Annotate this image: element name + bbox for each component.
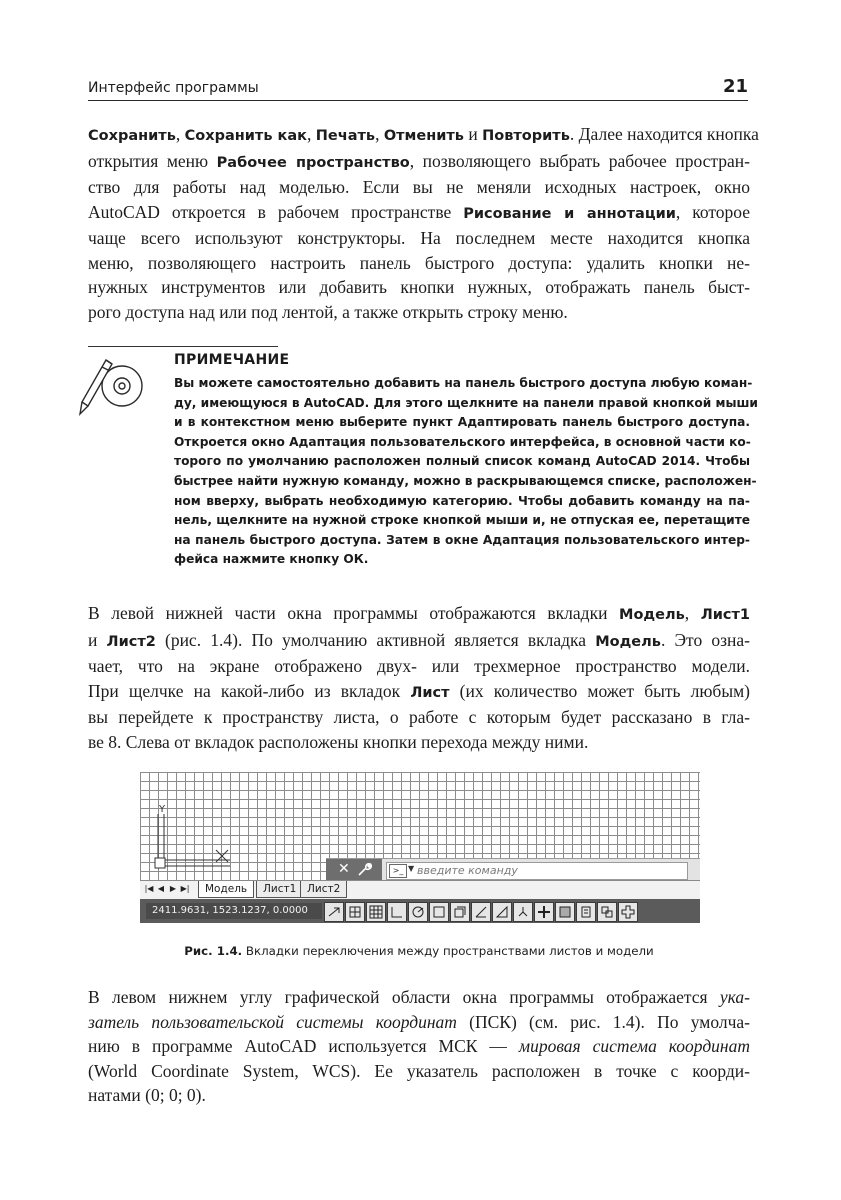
- chevron-down-icon[interactable]: ▼: [408, 864, 415, 873]
- nav-prev-button[interactable]: ◀: [157, 884, 165, 893]
- command-line[interactable]: [326, 858, 700, 881]
- text-line: натами (0; 0; 0).: [88, 1085, 206, 1105]
- tab-model[interactable]: Модель: [198, 881, 254, 898]
- text-line: меню, позволяющего настроить панель быстрого доступа: удалить кнопки не-: [88, 252, 750, 273]
- ucs-icon: [150, 800, 240, 870]
- caption-label: Рис. 1.4.: [184, 944, 243, 958]
- note-heading: ПРИМЕЧАНИЕ: [174, 352, 290, 368]
- note-line: ду, имеющуюся в AutoCAD. Для этого щелкните на панели правой кнопкой мыши: [174, 395, 758, 410]
- command-prompt-icon[interactable]: >_: [389, 864, 407, 878]
- note-body: [174, 374, 758, 570]
- infer-constraints-icon[interactable]: [324, 902, 344, 922]
- note-line: ном вверху, выбрать необходимую категорию. Чтобы добавить команду на па-: [174, 493, 750, 508]
- paragraph-3: [88, 985, 750, 1108]
- text-line: и Лист2 (рис. 1.4). По умолчанию активной является вкладка Модель. Это озна-: [88, 629, 750, 650]
- lineweight-icon[interactable]: [534, 902, 554, 922]
- note-rule: [88, 346, 278, 347]
- ortho-icon[interactable]: [387, 902, 407, 922]
- note-block: [174, 350, 758, 570]
- text-line: При щелчке на какой-либо из вкладок Лист (их количество может быть любым): [88, 680, 750, 701]
- text-line: AutoCAD откроется в рабочем пространстве Рисование и аннотации, которое: [88, 201, 750, 222]
- figure-caption: [88, 944, 750, 958]
- page-number: 21: [722, 76, 748, 97]
- text-line: В левом нижнем углу графической области окна программы отображается ука-: [88, 987, 750, 1007]
- ducs-icon[interactable]: [492, 902, 512, 922]
- coordinates-readout: 2411.9631, 1523.1237, 0.0000: [146, 903, 322, 919]
- text-line: ве 8. Слева от вкладок расположены кнопки перехода между ними.: [88, 731, 589, 752]
- paragraph-1: [88, 122, 759, 324]
- paragraph-2: [88, 601, 750, 754]
- transparency-icon[interactable]: [555, 902, 575, 922]
- ucs-y-label: Y: [159, 804, 166, 815]
- text-line: чает, что на экране отображено двух- или трехмерное пространство модели.: [88, 656, 750, 676]
- object-snap-icon[interactable]: [429, 902, 449, 922]
- text-line: рого доступа над или под лентой, а также открыть строку меню.: [88, 301, 568, 322]
- command-input[interactable]: введите команду: [417, 864, 518, 877]
- status-bar: [140, 899, 700, 923]
- text-line: затель пользовательской системы координат (ПСК) (см. рис. 1.4). По умолча-: [88, 1011, 750, 1032]
- text-line: ство для работы над моделью. Если вы не меняли исходных настроек, окно: [88, 177, 750, 197]
- otrack-icon[interactable]: [471, 902, 491, 922]
- layout-tabs-bar: [140, 880, 700, 899]
- polar-icon[interactable]: [408, 902, 428, 922]
- text-line: Сохранить, Сохранить как, Печать, Отменить и Повторить. Далее находится кнопка: [88, 124, 759, 144]
- note-line: Откроется окно Адаптация пользовательского интерфейса, в основной части ко-: [174, 434, 751, 449]
- annotation-monitor-icon[interactable]: [618, 902, 638, 922]
- text-line: (World Coordinate System, WCS). Ее указатель расположен в точке с коорди-: [88, 1060, 750, 1081]
- pencil-disc-icon: [72, 358, 162, 418]
- nav-last-button[interactable]: ▶|: [180, 884, 190, 893]
- command-input-box[interactable]: [386, 862, 688, 880]
- drawing-area: [140, 772, 700, 880]
- figure-autocad-tabs: [140, 772, 700, 924]
- note-line: и в контекстном меню выберите пункт Адаптировать панель быстрого доступа.: [174, 415, 750, 430]
- dyn-icon[interactable]: [513, 902, 533, 922]
- note-line: на панель быстрого доступа. Затем в окне Адаптация пользовательского интер-: [174, 532, 750, 547]
- text-line: вы перейдете к пространству листа, о работе с которым будет рассказано в гла-: [88, 707, 750, 727]
- note-line: фейса нажмите кнопку ОК.: [174, 552, 369, 567]
- selection-cycling-icon[interactable]: [597, 902, 617, 922]
- note-line: нель, щелкните на нужной строке кнопкой мыши и, не отпуская ее, перетащите: [174, 513, 751, 528]
- text-line: нужных инструментов или добавить кнопки нужных, отображать панель быст-: [88, 277, 750, 297]
- text-line: чаще всего используют конструкторы. На последнем месте находится кнопка: [88, 228, 750, 248]
- caption-text: Вкладки переключения между пространствами листов и модели: [245, 944, 654, 958]
- running-head: [88, 78, 748, 101]
- nav-next-button[interactable]: ▶: [169, 884, 177, 893]
- tab-sheet2[interactable]: Лист2: [300, 881, 347, 898]
- text-line: нию в программе AutoCAD используется МСК — мировая система координат: [88, 1036, 750, 1056]
- note-line: Вы можете самостоятельно добавить на панель быстрого доступа любую коман-: [174, 376, 753, 390]
- snap-icon[interactable]: [345, 902, 365, 922]
- note-line: торого по умолчанию расположен полный список команд AutoCAD 2014. Чтобы: [174, 454, 750, 469]
- running-head-title: Интерфейс программы: [88, 80, 259, 96]
- tab-sheet1[interactable]: Лист1: [256, 881, 303, 898]
- close-icon[interactable]: ✕: [338, 861, 350, 877]
- text-line: открытия меню Рабочее пространство, позволяющего выбрать рабочее простран-: [88, 150, 750, 171]
- 3d-osnap-icon[interactable]: [450, 902, 470, 922]
- quick-properties-icon[interactable]: [576, 902, 596, 922]
- wrench-icon[interactable]: [356, 862, 372, 878]
- note-line: быстрее найти нужную команду, можно в раскрывающемся списке, расположен-: [174, 473, 757, 488]
- grid-icon[interactable]: [366, 902, 386, 922]
- text-line: В левой нижней части окна программы отображаются вкладки Модель, Лист1: [88, 603, 751, 623]
- nav-first-button[interactable]: |◀: [144, 884, 154, 893]
